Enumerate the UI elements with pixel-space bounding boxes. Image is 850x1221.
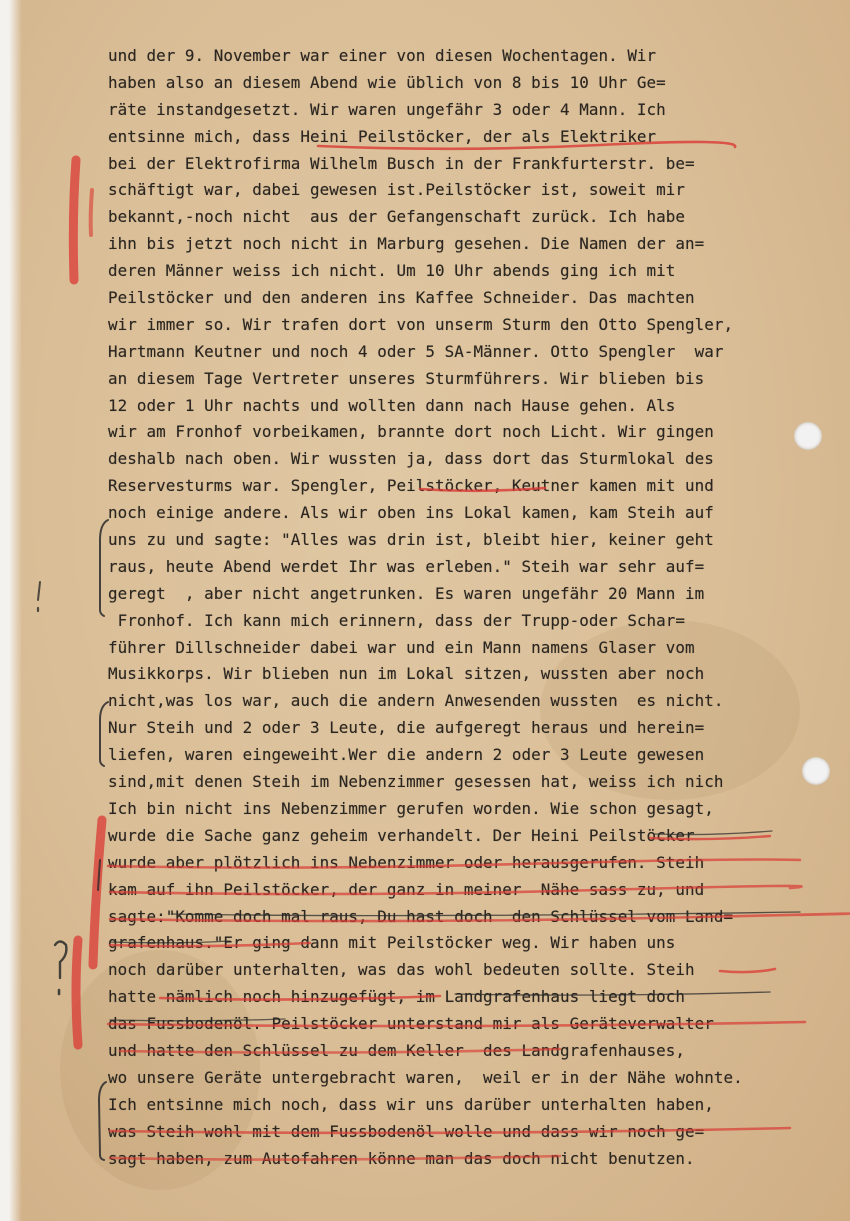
- text-line: hatte nämlich noch hinzugefügt, im Landgrafenhaus liegt doch: [108, 987, 686, 1007]
- text-line: liefen, waren eingeweiht.Wer die andern 2 oder 3 Leute gewesen: [108, 745, 705, 765]
- text-line: bei der Elektrofirma Wilhelm Busch in der Frankfurterstr. be=: [108, 153, 695, 173]
- text-line: und hatte den Schlüssel zu dem Keller des Landgrafenhauses,: [108, 1040, 686, 1060]
- text-line: wurde die Sache ganz geheim verhandelt. Der Heini Peilstöcker: [108, 825, 695, 845]
- text-line: geregt , aber nicht angetrunken. Es waren ungefähr 20 Mann im: [108, 583, 705, 603]
- text-line: 12 oder 1 Uhr nachts und wollten dann nach Hause gehen. Als: [108, 395, 676, 415]
- text-line: Peilstöcker und den anderen ins Kaffee Schneider. Das machten: [108, 288, 695, 308]
- text-line: noch einige andere. Als wir oben ins Lokal kamen, kam Steih auf: [108, 503, 714, 523]
- text-line: nicht,was los war, auch die andern Anwesenden wussten es nicht.: [108, 691, 724, 711]
- text-line: entsinne mich, dass Heini Peilstöcker, der als Elektriker: [108, 126, 657, 146]
- text-line: und der 9. November war einer von diesen Wochentagen. Wir: [108, 46, 657, 65]
- text-line: Ich bin nicht ins Nebenzimmer gerufen worden. Wie schon gesagt,: [108, 798, 714, 818]
- text-line: deren Männer weiss ich nicht. Um 10 Uhr abends ging ich mit: [108, 261, 676, 281]
- text-line: Hartmann Keutner und noch 4 oder 5 SA-Männer. Otto Spengler war: [108, 341, 724, 361]
- question-mark: [55, 942, 66, 979]
- text-line: uns zu und sagte: "Alles was drin ist, bleibt hier, keiner geht: [108, 530, 714, 550]
- text-line: bekannt,-noch nicht aus der Gefangenschaft zurück. Ich habe: [108, 207, 686, 227]
- text-line: sagt haben, zum Autofahren könne man das doch nicht benutzen.: [108, 1148, 695, 1168]
- text-line: sind,mit denen Steih im Nebenzimmer gesessen hat, weiss ich nich: [108, 772, 724, 792]
- text-line: räte instandgesetzt. Wir waren ungefähr 3 oder 4 Mann. Ich: [108, 99, 666, 119]
- text-line: führer Dillschneider dabei war und ein Mann namens Glaser vom: [108, 637, 695, 657]
- text-line: schäftigt war, dabei gewesen ist.Peilstöcker ist, soweit mir: [108, 180, 686, 200]
- text-line: noch darüber unterhalten, was das wohl bedeuten sollte. Steih: [108, 960, 695, 980]
- text-line: grafenhaus."Er ging dann mit Peilstöcker weg. Wir haben uns: [108, 933, 676, 953]
- red-margin-stroke: [73, 160, 76, 280]
- text-line: was Steih wohl mit dem Fussbodenöl wolle und dass wir noch ge=: [108, 1121, 705, 1141]
- torn-left-edge: [0, 0, 22, 1221]
- black-margin-bracket: [100, 520, 108, 616]
- text-line: an diesem Tage Vertreter unseres Sturmführers. Wir blieben bis: [108, 368, 705, 388]
- text-line: wir am Fronhof vorbeikamen, brannte dort noch Licht. Wir gingen: [108, 422, 714, 442]
- text-line: kam auf ihn Peilstöcker, der ganz in meiner Nähe sass zu, und: [108, 879, 705, 899]
- text-line: wo unsere Geräte untergebracht waren, weil er in der Nähe wohnte.: [108, 1067, 743, 1087]
- red-margin-stroke: [93, 820, 102, 965]
- text-line: Reservesturms war. Spengler, Peilstöcker, Keutner kamen mit und: [108, 476, 714, 496]
- black-margin-stroke: [98, 860, 100, 890]
- text-line: Ich entsinne mich noch, dass wir uns darüber unterhalten haben,: [108, 1094, 714, 1114]
- text-line: Fronhof. Ich kann mich erinnern, dass der Trupp-oder Schar=: [108, 610, 686, 630]
- exclamation-mark: [38, 582, 40, 600]
- text-line: wir immer so. Wir trafen dort von unserm Sturm den Otto Spengler,: [108, 314, 734, 334]
- red-margin-stroke: [91, 190, 92, 235]
- text-line: deshalb nach oben. Wir wussten ja, dass dort das Sturmlokal des: [108, 449, 714, 469]
- black-margin-bracket: [100, 702, 108, 766]
- text-line: Musikkorps. Wir blieben nun im Lokal sitzen, wussten aber noch: [108, 664, 705, 684]
- text-line: sagte:"Komme doch mal raus, Du hast doch den Schlüssel vom Land=: [108, 906, 734, 926]
- typed-text-block: [108, 43, 838, 1172]
- text-line: ihn bis jetzt noch nicht in Marburg gesehen. Die Namen der an=: [108, 234, 705, 254]
- text-line: wurde aber plötzlich ins Nebenzimmer oder herausgerufen. Steih: [108, 852, 705, 872]
- text-line: Nur Steih und 2 oder 3 Leute, die aufgeregt heraus und herein=: [108, 718, 705, 738]
- text-line: das Fussbodenöl. Peilstöcker unterstand mir als Geräteverwalter: [108, 1014, 714, 1034]
- text-line: haben also an diesem Abend wie üblich von 8 bis 10 Uhr Ge=: [108, 72, 666, 92]
- text-line: raus, heute Abend werdet Ihr was erleben." Steih war sehr auf=: [108, 556, 705, 576]
